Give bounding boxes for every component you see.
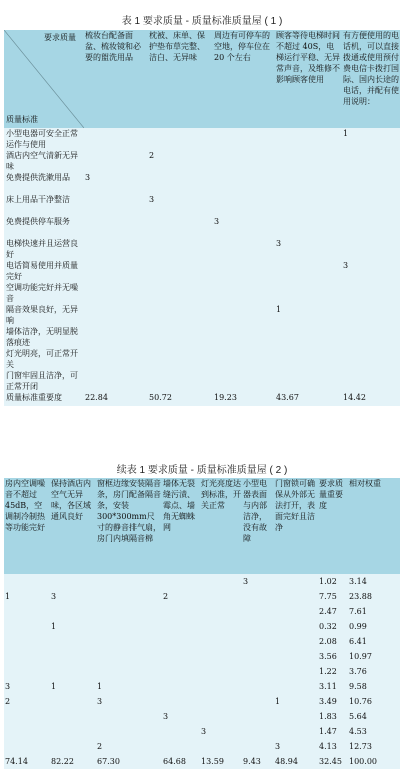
relation-value: 3: [274, 739, 318, 754]
table1-header-cell: 梳妆台配备面盆、梳妆镜和必要的盥洗用品: [84, 30, 148, 128]
table2-header-row: [4, 478, 400, 574]
total-value: 13.59: [200, 754, 242, 769]
relation-value: [275, 370, 342, 392]
relation-value: [4, 724, 50, 739]
table2-row: [4, 679, 400, 694]
relation-value: 0.99: [348, 619, 400, 634]
table1-quality-house: [4, 30, 400, 406]
corner-label-standard: 质量标准: [6, 115, 38, 124]
relation-value: [213, 304, 275, 326]
relation-value: 5.64: [348, 709, 400, 724]
row-label: 小型电器可安全正常运作与使用: [4, 128, 84, 150]
relation-value: 3.14: [348, 574, 400, 589]
relation-value: [84, 326, 148, 348]
relation-value: [275, 282, 342, 304]
relation-value: [50, 574, 96, 589]
relation-value: [274, 709, 318, 724]
table2-row: [4, 604, 400, 619]
table1-header-cell: 顾客等待电梯时间不超过 40S，电梯运行平稳、无异常声音，及维修不影响顾客使用: [275, 30, 342, 128]
relation-value: [84, 260, 148, 282]
relation-value: [50, 664, 96, 679]
table2-quality-house: [4, 478, 400, 769]
relation-value: [200, 634, 242, 649]
relation-value: 6.41: [348, 634, 400, 649]
relation-value: [274, 604, 318, 619]
relation-value: 2: [4, 694, 50, 709]
relation-value: 12.73: [348, 739, 400, 754]
relation-value: [148, 172, 213, 194]
relation-value: [148, 348, 213, 370]
relation-value: 2: [96, 739, 162, 754]
relation-value: [4, 574, 50, 589]
relation-value: [84, 282, 148, 304]
total-value: 32.45: [318, 754, 348, 769]
relation-value: 2.47: [318, 604, 348, 619]
table2-header-cell: 窗框边缘安装隔音条，房门配备隔音条，安装300*300mm尺寸的静音排气扇，房门内填隔音棉: [96, 478, 162, 574]
relation-value: [213, 348, 275, 370]
relation-value: 0.32: [318, 619, 348, 634]
relation-value: [200, 649, 242, 664]
relation-value: [96, 604, 162, 619]
relation-value: [200, 739, 242, 754]
table1-row: [4, 172, 400, 194]
table2-row: [4, 619, 400, 634]
relation-value: [84, 216, 148, 238]
relation-value: 3.11: [318, 679, 348, 694]
relation-value: 7.61: [348, 604, 400, 619]
relation-value: [275, 172, 342, 194]
relation-value: 3: [200, 724, 242, 739]
relation-value: [213, 194, 275, 216]
relation-value: 3: [50, 589, 96, 604]
table2-header-cell: 要求质量重要度: [318, 478, 348, 574]
importance-value: 22.84: [84, 392, 148, 406]
relation-value: 1: [96, 679, 162, 694]
relation-value: [213, 172, 275, 194]
row-label: 隔音效果良好，无异响: [4, 304, 84, 326]
relation-value: [84, 304, 148, 326]
table1-caption: 表 1 要求质量 - 质量标准质量屋 ( 1 ): [121, 16, 283, 27]
relation-value: [50, 739, 96, 754]
relation-value: [213, 238, 275, 260]
relation-value: [50, 694, 96, 709]
relation-value: [84, 370, 148, 392]
table2-header-cell: 小型电器表面与内部洁净，没有故障: [242, 478, 274, 574]
relation-value: [162, 634, 200, 649]
relation-value: [200, 589, 242, 604]
row-label: 酒店内空气清新无异味: [4, 150, 84, 172]
relation-value: [213, 282, 275, 304]
relation-value: 1: [4, 589, 50, 604]
relation-value: 1.47: [318, 724, 348, 739]
relation-value: 3: [162, 709, 200, 724]
relation-value: 3.56: [318, 649, 348, 664]
relation-value: [213, 150, 275, 172]
relation-value: 1.83: [318, 709, 348, 724]
relation-value: 4.13: [318, 739, 348, 754]
relation-value: 1: [342, 128, 400, 150]
table1-row: [4, 194, 400, 216]
table1-row: [4, 238, 400, 260]
relation-value: [162, 604, 200, 619]
total-value: 9.43: [242, 754, 274, 769]
relation-value: 3: [342, 260, 400, 282]
table1-row: [4, 304, 400, 326]
relation-value: [162, 694, 200, 709]
table1-row: [4, 326, 400, 348]
relation-value: [200, 664, 242, 679]
relation-value: 23.88: [348, 589, 400, 604]
relation-value: [50, 709, 96, 724]
row-label: 免费提供停车服务: [4, 216, 84, 238]
relation-value: 10.97: [348, 649, 400, 664]
relation-value: 2: [148, 150, 213, 172]
relation-value: 1.02: [318, 574, 348, 589]
relation-value: [50, 649, 96, 664]
relation-value: [200, 619, 242, 634]
relation-value: [162, 724, 200, 739]
relation-value: [4, 649, 50, 664]
relation-value: [275, 194, 342, 216]
relation-value: [213, 370, 275, 392]
relation-value: 3: [96, 694, 162, 709]
relation-value: [242, 694, 274, 709]
table2-row: [4, 724, 400, 739]
table1-header-cell: 有方便使用的电话机，可以直接拨通或使用预付费电信卡拨打国际、国内长途的电话，并配有使用说明：: [342, 30, 400, 128]
relation-value: [4, 664, 50, 679]
relation-value: [162, 679, 200, 694]
relation-value: [200, 694, 242, 709]
relation-value: [4, 604, 50, 619]
relation-value: [275, 326, 342, 348]
relation-value: [50, 724, 96, 739]
total-value: 48.94: [274, 754, 318, 769]
table2-header-cell: 保持酒店内空气无异味，各区域通风良好: [50, 478, 96, 574]
relation-value: [242, 739, 274, 754]
table2-row: [4, 574, 400, 589]
relation-value: [342, 194, 400, 216]
relation-value: 3: [84, 172, 148, 194]
relation-value: 1: [50, 619, 96, 634]
relation-value: [162, 664, 200, 679]
relation-value: [242, 604, 274, 619]
table2-row: [4, 694, 400, 709]
total-value: 82.22: [50, 754, 96, 769]
relation-value: [342, 238, 400, 260]
relation-value: [242, 589, 274, 604]
row-label: 灯光明亮，可正常开关: [4, 348, 84, 370]
relation-value: 7.75: [318, 589, 348, 604]
table2-caption: 续表 1 要求质量 - 质量标准质量屋 ( 2 ): [116, 465, 288, 476]
relation-value: 2.08: [318, 634, 348, 649]
row-label: 电话简易使用并质量完好: [4, 260, 84, 282]
relation-value: [342, 326, 400, 348]
table1-header-cell: 枕被、床单、保护垫布草完整、洁白、无异味: [148, 30, 213, 128]
relation-value: [275, 150, 342, 172]
table2-header-cell: 门窗锁可确保从外部无法打开，表面完好且洁净: [274, 478, 318, 574]
relation-value: [242, 709, 274, 724]
relation-value: 1.22: [318, 664, 348, 679]
relation-value: [148, 326, 213, 348]
relation-value: [50, 634, 96, 649]
relation-value: [148, 260, 213, 282]
relation-value: [200, 679, 242, 694]
relation-value: 3.76: [348, 664, 400, 679]
table2-header-cell: 房内空调噪音不超过45dB，空调制冷制热等功能完好: [4, 478, 50, 574]
row-label: 门窗牢固且洁净，可正常开闭: [4, 370, 84, 392]
relation-value: [84, 238, 148, 260]
relation-value: 3: [148, 194, 213, 216]
table2-header-cell: 相对权重: [348, 478, 400, 574]
relation-value: [242, 619, 274, 634]
relation-value: 1: [275, 304, 342, 326]
relation-value: [242, 649, 274, 664]
table2-header-cell: 墙体无裂缝污渍、霉点、墙角无蜘蛛网: [162, 478, 200, 574]
importance-value: 50.72: [148, 392, 213, 406]
importance-value: 19.23: [213, 392, 275, 406]
relation-value: [342, 216, 400, 238]
relation-value: [275, 216, 342, 238]
relation-value: [242, 679, 274, 694]
row-label: 空调功能完好并无噪音: [4, 282, 84, 304]
relation-value: [342, 282, 400, 304]
table1-row: [4, 128, 400, 150]
relation-value: [148, 304, 213, 326]
table2-row: [4, 649, 400, 664]
row-label: 电梯快速并且运营良好: [4, 238, 84, 260]
relation-value: 3: [275, 238, 342, 260]
relation-value: [242, 664, 274, 679]
relation-value: [200, 709, 242, 724]
relation-value: [96, 589, 162, 604]
relation-value: [342, 370, 400, 392]
relation-value: 3: [213, 216, 275, 238]
table1-row: [4, 348, 400, 370]
relation-value: [84, 348, 148, 370]
relation-value: [84, 194, 148, 216]
table2-row: [4, 709, 400, 724]
relation-value: [4, 634, 50, 649]
total-value: 100.00: [348, 754, 400, 769]
relation-value: [274, 679, 318, 694]
relation-value: [96, 649, 162, 664]
relation-value: [96, 709, 162, 724]
relation-value: [96, 664, 162, 679]
relation-value: 9.58: [348, 679, 400, 694]
table1-row: [4, 216, 400, 238]
relation-value: [274, 574, 318, 589]
relation-value: 4.53: [348, 724, 400, 739]
relation-value: [4, 619, 50, 634]
table2-header-cell: 灯光亮度达到标准，开关正常: [200, 478, 242, 574]
total-value: 74.14: [4, 754, 50, 769]
relation-value: [200, 604, 242, 619]
relation-value: [342, 150, 400, 172]
relation-value: [162, 649, 200, 664]
relation-value: [96, 724, 162, 739]
relation-value: [274, 634, 318, 649]
table2-totals-row: [4, 754, 400, 769]
row-label: 床上用品干净整洁: [4, 194, 84, 216]
total-value: 67.30: [96, 754, 162, 769]
relation-value: [342, 348, 400, 370]
corner-label-requirement: 要求质量: [44, 33, 76, 42]
relation-value: [274, 589, 318, 604]
row-label: 免费提供洗漱用品: [4, 172, 84, 194]
relation-value: [148, 282, 213, 304]
table2-row: [4, 739, 400, 754]
relation-value: [148, 128, 213, 150]
relation-value: [148, 238, 213, 260]
table1-corner-cell: [4, 30, 84, 128]
relation-value: [342, 304, 400, 326]
relation-value: [213, 260, 275, 282]
relation-value: [274, 724, 318, 739]
relation-value: [50, 604, 96, 619]
relation-value: [342, 172, 400, 194]
relation-value: [275, 348, 342, 370]
relation-value: [274, 664, 318, 679]
relation-value: [242, 634, 274, 649]
relation-value: [275, 260, 342, 282]
relation-value: [213, 128, 275, 150]
relation-value: [148, 216, 213, 238]
relation-value: 3: [4, 679, 50, 694]
relation-value: 3.49: [318, 694, 348, 709]
table1-importance-row: [4, 392, 400, 406]
importance-value: 43.67: [275, 392, 342, 406]
relation-value: 10.76: [348, 694, 400, 709]
relation-value: [213, 326, 275, 348]
relation-value: [96, 574, 162, 589]
relation-value: [162, 739, 200, 754]
row-label: 墙体洁净，无明显脱落痕迹: [4, 326, 84, 348]
relation-value: [148, 370, 213, 392]
table2-row: [4, 589, 400, 604]
table1-row: [4, 282, 400, 304]
relation-value: [274, 619, 318, 634]
relation-value: [162, 574, 200, 589]
table1-row: [4, 150, 400, 172]
relation-value: [4, 739, 50, 754]
relation-value: 2: [162, 589, 200, 604]
total-value: 64.68: [162, 754, 200, 769]
relation-value: 1: [274, 694, 318, 709]
relation-value: [200, 574, 242, 589]
importance-value: 14.42: [342, 392, 400, 406]
table1-header-row: [4, 30, 400, 128]
relation-value: [96, 634, 162, 649]
relation-value: [84, 150, 148, 172]
relation-value: [275, 128, 342, 150]
table1-row: [4, 370, 400, 392]
relation-value: [242, 724, 274, 739]
table2-row: [4, 634, 400, 649]
importance-label: 质量标准重要度: [4, 392, 84, 406]
relation-value: [96, 619, 162, 634]
relation-value: 1: [50, 679, 96, 694]
relation-value: [4, 709, 50, 724]
table1-header-cell: 周边有可停车的空地，停车位在 20 个左右: [213, 30, 275, 128]
relation-value: 3: [242, 574, 274, 589]
relation-value: [274, 649, 318, 664]
table2-row: [4, 664, 400, 679]
table1-row: [4, 260, 400, 282]
relation-value: [162, 619, 200, 634]
relation-value: [84, 128, 148, 150]
